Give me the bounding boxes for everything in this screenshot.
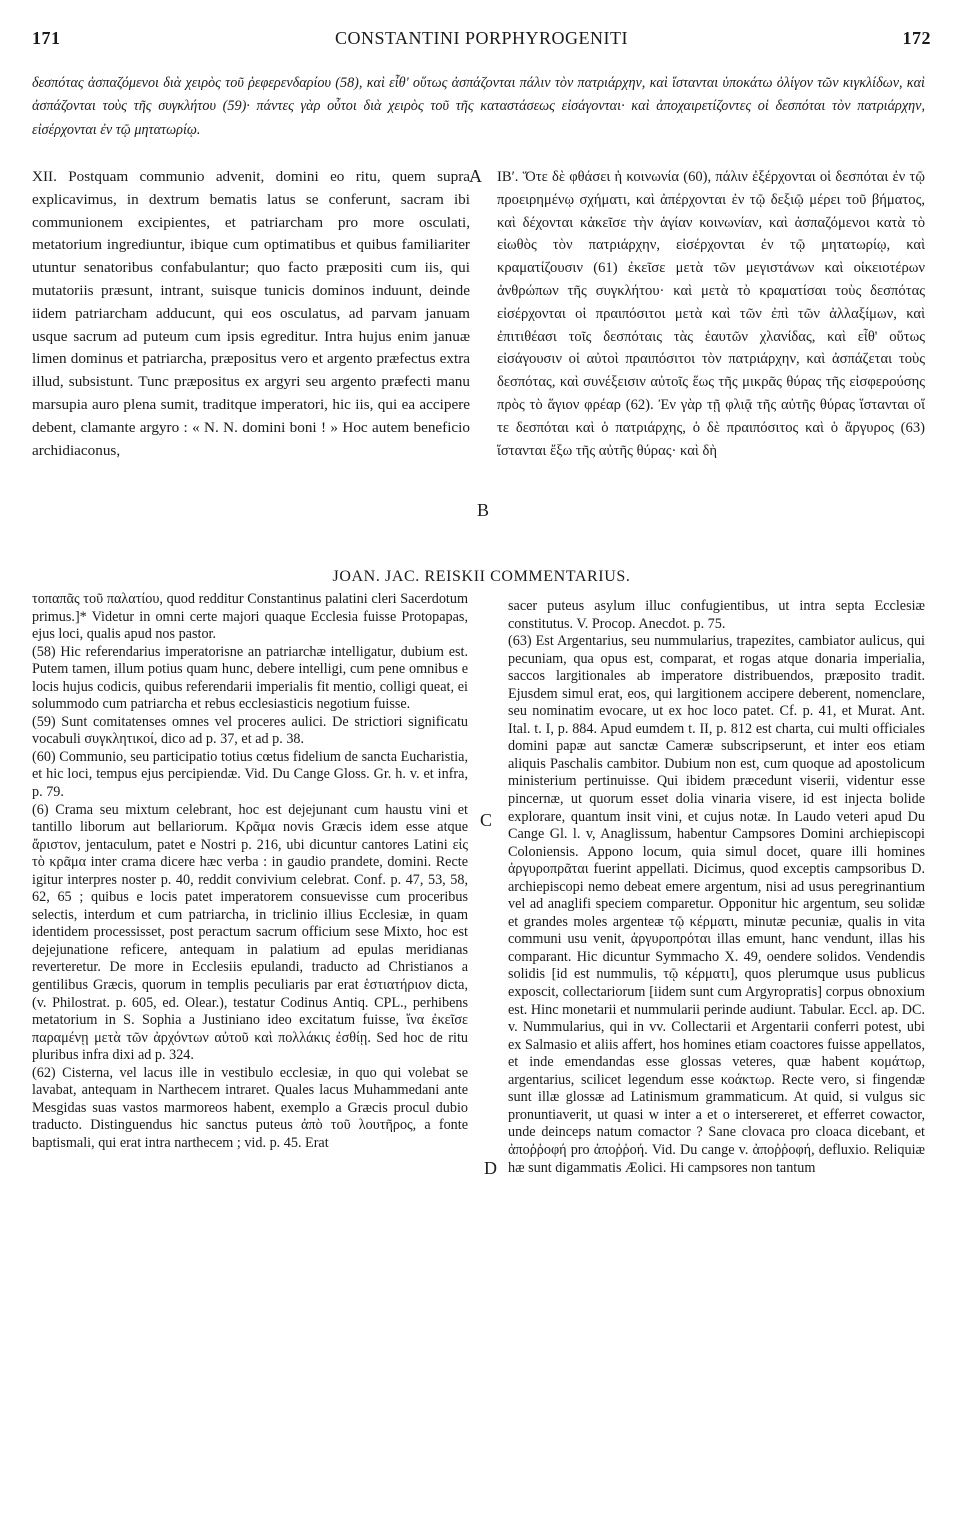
note-protopapas: τοπαπᾶς τοῦ παλατίου, quod redditur Constantinus palatini cleri Sacerdotum primus.]* Videtur in omni certe majori quaque Ecclesia fuisse Protopapas, ejus loci, qualis apud nos pastor. — [32, 591, 468, 643]
greek-continuation-paragraph: δεσπότας ἀσπαζόμενοι διὰ χειρὸς τοῦ ῥεφερενδαρίου (58), καὶ εἶθ' οὕτως ἀσπάζονται πάλιν τὸν πατριάρχην, καὶ ἵστανται ὑποκάτω ὀλίγον τῶν κιγκλίδων, καὶ ἀσπάζονται τοὺς τῆς συγκλήτου (59)· πάντες γὰρ οὗτοι διὰ χειρὸς τοῦ τῆς καταστάσεως εἰσάγονται· καὶ ἀποχαιρετίζοντες οἱ δεσπόται τὸν πατριάρχην, εἰσέρχονται ἐν τῷ μητατωρίῳ. — [32, 75, 925, 138]
latin-translation-column: XII. Postquam communio advenit, domini eo ritu, quem supra explicavimus, in dextrum bematis latus se conferunt, sacram ibi communionem excipientes, et patriarcham pro more osculati, metatorium ingrediuntur, ibique cum optimatibus et quibus familiariter utuntur senatoribus confabulantur; quo facto præpositi cum iis, qui mutatoriis præsunt, intrant, suisque tunicis dominos induunt, deinde iidem patriarcham adducunt, qui eos osculatus, ad parvam januam usque sacrum ad puteum cum ipsis egreditur. Intra hujus enim januæ limen dominus et patriarcha, præpositus vero et argento præfectus extra illud, subsistunt. Tunc præpositus ex argyri seu argento præfecti manu marsupia auro plena sumit, traditque imperatori, hic iis, qui ea accipere debent, clamante argyro : « N. N. domini boni ! » Hoc autem beneficio archidiaconus, — [32, 168, 470, 459]
page-header — [32, 28, 931, 56]
note-puteus-continuation: sacer puteus asylum illuc confugientibus, ut intra septa Ecclesiæ constitutus. V. Procop. Anecdot. p. 75. — [508, 598, 925, 632]
margin-mark-a: A — [469, 166, 482, 186]
note-62: (62) Cisterna, vel lacus ille in vestibulo ecclesiæ, in quo qui volebat se lavabat, antequam in Narthecem intraret. Quales lacus Muhammedani ante Mesgidas suas vastos marmoreos habent, exemplo a Græcis procul dubio traducto. Distinguendus hic sanctus puteus ἀπὸ τοῦ λουτῆρος, a fonte baptismali, qui erat intra narthecem ; vid. p. 45. Erat — [32, 1064, 468, 1151]
margin-mark-c: C — [480, 810, 493, 830]
commentary-right-column — [508, 598, 925, 1177]
page-number-right: 172 — [902, 28, 931, 48]
note-60: (60) Communio, seu participatio totius cœtus fidelium de sancta Eucharistia, et hic loci, tempus ejus percipiendæ. Vid. Du Cange Gloss. Gr. h. v. et infra, p. 79. — [32, 748, 468, 801]
note-59: (59) Sunt comitatenses omnes vel proceres aulici. De strictiori significatu vocabuli συγκλητικοί, dico ad p. 37, et ad p. 38. — [32, 713, 468, 748]
note-58: (58) Hic referendarius imperatorisne an patriarchæ intelligatur, dubium est. Putem tamen, illum potius quam hunc, debere intelligi, cum pene omnibus e locis hujus codicis, quibus referendarii imperialis fit mentio, colligi queat, ei solummodo cum patriarcha et rebus ecclesiasticis negotium fuisse. — [32, 643, 468, 713]
running-title: CONSTANTINI PORPHYROGENITI — [334, 28, 629, 48]
commentary-left-column — [32, 591, 468, 1153]
commentary-heading: JOAN. JAC. REISKII COMMENTARIUS. — [332, 568, 631, 585]
note-61: (6) Crama seu mixtum celebrant, hoc est dejejunant cum haustu vini et tantillo liborum aut bellariorum. Κρᾶμα novis Græcis idem esse atque ἄριστον, jentaculum, patet e Nostri p. 216, ubi dicuntur cantores Latini εἰς τὸ κρᾶμα inter crama dicere hæc verba : in gaudio prandete, domini. Recte igitur interpres noster p. 40, reddit convivium celebrat. Conf. p. 47, 53, 58, 62, 65 ; quibus e locis patet imperatorem consuevisse cum proceribus selectis, interdum et cum patriarcha, in triclinio illius Ecclesiæ, in quam identidem processisset, post peractum sacrum officium sese Mixto, hoc est dejejunatione reficere, antequam in palatium ad epulas meridianas reverteretur. De more in Ecclesiis epulandi, traducto ad Christianos a gentilibus Græcis, quorum in templis peculiaris par erat ἑστιατήριον dicta, (v. Philostrat. p. 605, ed. Olear.), testatur Codinus Antiq. CPL., perhibens metatorium in S. Sophia a Justiniano ideo excitatum fuisse, ἵνα ἐκεῖσε παραμένῃ μετὰ τῶν ἀρχόντων αὐτοῦ καὶ πολλάκις ἐσθίῃ. Sed hoc de ritu pluribus infra dixi ad p. 324. — [32, 801, 468, 1064]
greek-text-column: ΙΒʹ. Ὅτε δὲ φθάσει ἡ κοινωνία (60), πάλιν ἐξέρχονται οἱ δεσπόται ἐν τῷ προειρημένῳ σχήματι, καὶ ἀπέρχονται ἐν τῷ δεξιῷ μέρει τοῦ βήματος, καὶ δέχονται κἀκεῖσε τὴν ἁγίαν κοινωνίαν, καὶ ἀσπαζόμενοι κατὰ τὸ εἰωθὸς τὸν πατριάρχην, εἰσέρχονται ἐν τῷ μητατωρίῳ, καὶ κραματίζουσιν (61) ἐκεῖσε μετὰ τῶν μεγιστάνων καὶ οἰκειοτέρων ἀνθρώπων τῆς συγκλήτου· καὶ μετὰ τὸ κραματίσαι τοὺς δεσπότας εἰσέρχονται οἱ πραιπόσιτοι μετὰ καὶ τῶν ἐπὶ τῶν ἀλλαξίμων, καὶ ἐπιτιθέασι τοῖς δεσπόταις τὰς ἑαυτῶν χλανίδας, καὶ εἶθ' οὕτως εἰσάγουσιν οἱ αὐτοὶ πραιπόσιτοι τὸν πατριάρχην, καὶ ἀσπάζεται τοὺς δεσπότας, καὶ συνέξεισιν αὐτοῖς ἕως τῆς μικρᾶς θύρας τῆς εἰσφερούσης πρὸς τὸ ἅγιον φρέαρ (62). Ἐν γὰρ τῇ φλιᾷ τῆς αὐτῆς θύρας ἵστανται οἵ τε δεσπόται καὶ ὁ πατριάρχης, ὁ δὲ πραιπόσιτος καὶ ὁ ἄργυρος (63) ἵστανται ἔξω τῆς αὐτῆς θύρας· καὶ δὴ — [497, 169, 925, 459]
note-63: (63) Est Argentarius, seu nummularius, trapezites, cambiator aulicus, qui pecuniam, qua opus est, comparat, et rogas atque donaria imperialia, saccos largitionales ab imperatore distribuendos, præposito tradit. Ejusdem simul erat, eos, qui largitionem accipere deberent, nomenclare, seu nominatim evocare, ut ex hoc loco patet. Cf. p. 41, et Murat. Ant. Ital. t. I, p. 884. Apud eumdem t. II, p. 812 est charta, cui multi officiales domini papæ aut sanctæ Cameræ subscripserunt, et inter eos etiam aliquis Paschalis cambitor. Dubium non est, cum quoque ad apostolicum ministerium pertinuisse. Qui ibidem præcedunt viserii, videntur esse pincernæ, ut quorum esset dolia vinaria visere, id est injecta bolide explorare, quantum insit vini, et cujus notæ. In Laudo veteri apud Du Cange Gl. l. v, Anaglissum, habentur Campsores Domini archiepiscopi Coloniensis. Appono locum, quia simul docet, quare illi homines ἀργυροπρᾶται fuerint appellati. Dicimus, quod exceptis campsoribus D. archiepiscopi nemo debeat emere argentum, nisi ad usus peregrinantium vel ad anaglifi speciem comparetur. Opponitur hic argentum, seu solidæ et grandes moles argenteæ τῷ κέρματι, minutæ pecuniæ, qualis in vita communi usu venit, ἀργυροπρόται illas emunt, hanc vendunt, illas his comparant. Hic dicuntur Symmacho X. 49, oendere solidos. Vendendis solidis [id est nummulis, τῷ κέρματι], quos plerumque usus publicus exposcit, collectariorum [iidem sunt cum Argyropratis] corpus obnoxium est. Hinc monetarii et nummularii perinde audiunt. Tabular. Eccl. ap. DC. v. Nummularius, qui in vv. Collectarii et Argentarii conferri potest, ubi ex Salmasio et aliis affert, hos homines etiam coactores fuisse appellatos, et inde emendandas esse glossas veteres, quæ habent κομάτωρ, argentarius, scilicet legendum esse κοάκτωρ. Recte vero, si fingendæ sunt illæ glossæ ad Latinismum grammaticum. At quid, si vulgus sic pronuntiaverit, ut quasi w inter a et o intersereret, et efferret cowactor, unde deinceps natum comactor ? Sane clovaca pro cloaca dicebant, et ἀποῤῥοφή pro ἀποῤῥοή. Vid. Du cange v. ἀποῤῥοφή, defluxio. Reliquiæ hæ sunt digammatis Æolici. Hi campsores non tantum — [508, 633, 925, 1176]
margin-mark-d: D — [484, 1158, 497, 1178]
page-number-left: 171 — [32, 28, 61, 48]
margin-mark-b: B — [477, 500, 490, 520]
